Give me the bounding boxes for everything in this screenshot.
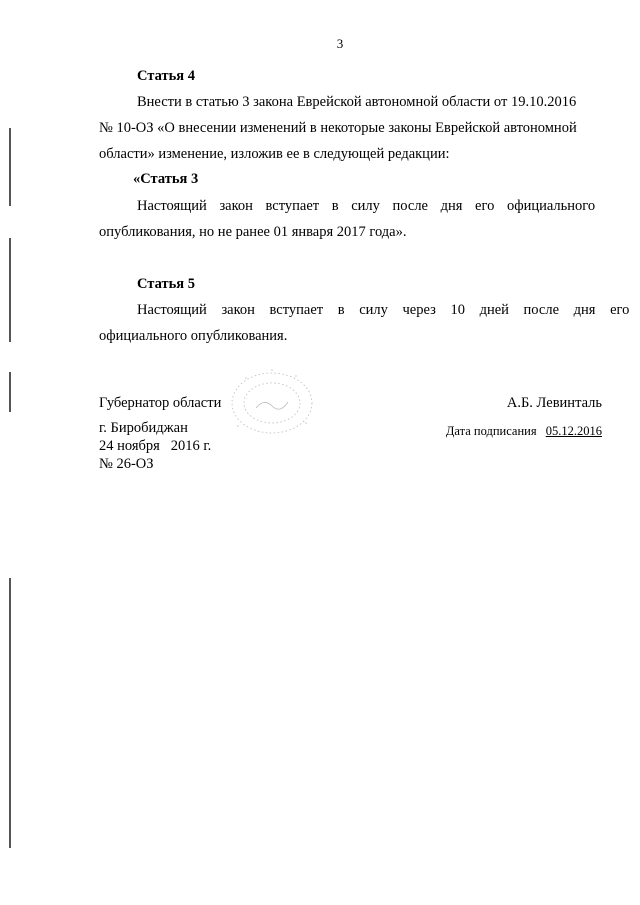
quoted-article-line-2: опубликования, но не ранее 01 января 2017 года». [99, 224, 407, 240]
article-5-heading: Статья 5 [137, 276, 195, 292]
article-5-line-2: официального опубликования. [99, 328, 288, 344]
article-4-line-2: № 10-ОЗ «О внесении изменений в некоторые законы Еврейской автономной [99, 120, 577, 136]
margin-mark [9, 372, 11, 412]
governor-title: Губернатор области [99, 395, 222, 411]
quoted-article-heading: «Статья 3 [133, 171, 199, 187]
page-number: 3 [336, 36, 344, 51]
article-4-line-3: области» изменение, изложив ее в следующей редакции: [99, 146, 450, 162]
official-stamp [226, 368, 318, 438]
article-4-heading: Статья 4 [137, 68, 195, 84]
adoption-date: 24 ноября 2016 г. [99, 438, 212, 454]
signing-date [446, 424, 602, 439]
city: г. Биробиджан [99, 420, 188, 436]
margin-mark [9, 128, 11, 206]
margin-mark [9, 578, 11, 848]
governor-name: А.Б. Левинталь [506, 395, 602, 411]
law-number: № 26-ОЗ [99, 456, 154, 472]
article-5-line-1: Настоящий закон вступает в силу через 10 дней после дня его [137, 302, 630, 318]
quoted-article-line-1: Настоящий закон вступает в силу после дня его официального [137, 198, 596, 214]
signing-date-value: 05.12.2016 [545, 424, 602, 438]
article-4-line-1: Внести в статью 3 закона Еврейской автономной области от 19.10.2016 [137, 94, 577, 110]
signing-date-label: Дата подписания [445, 424, 537, 438]
margin-mark [9, 238, 11, 342]
